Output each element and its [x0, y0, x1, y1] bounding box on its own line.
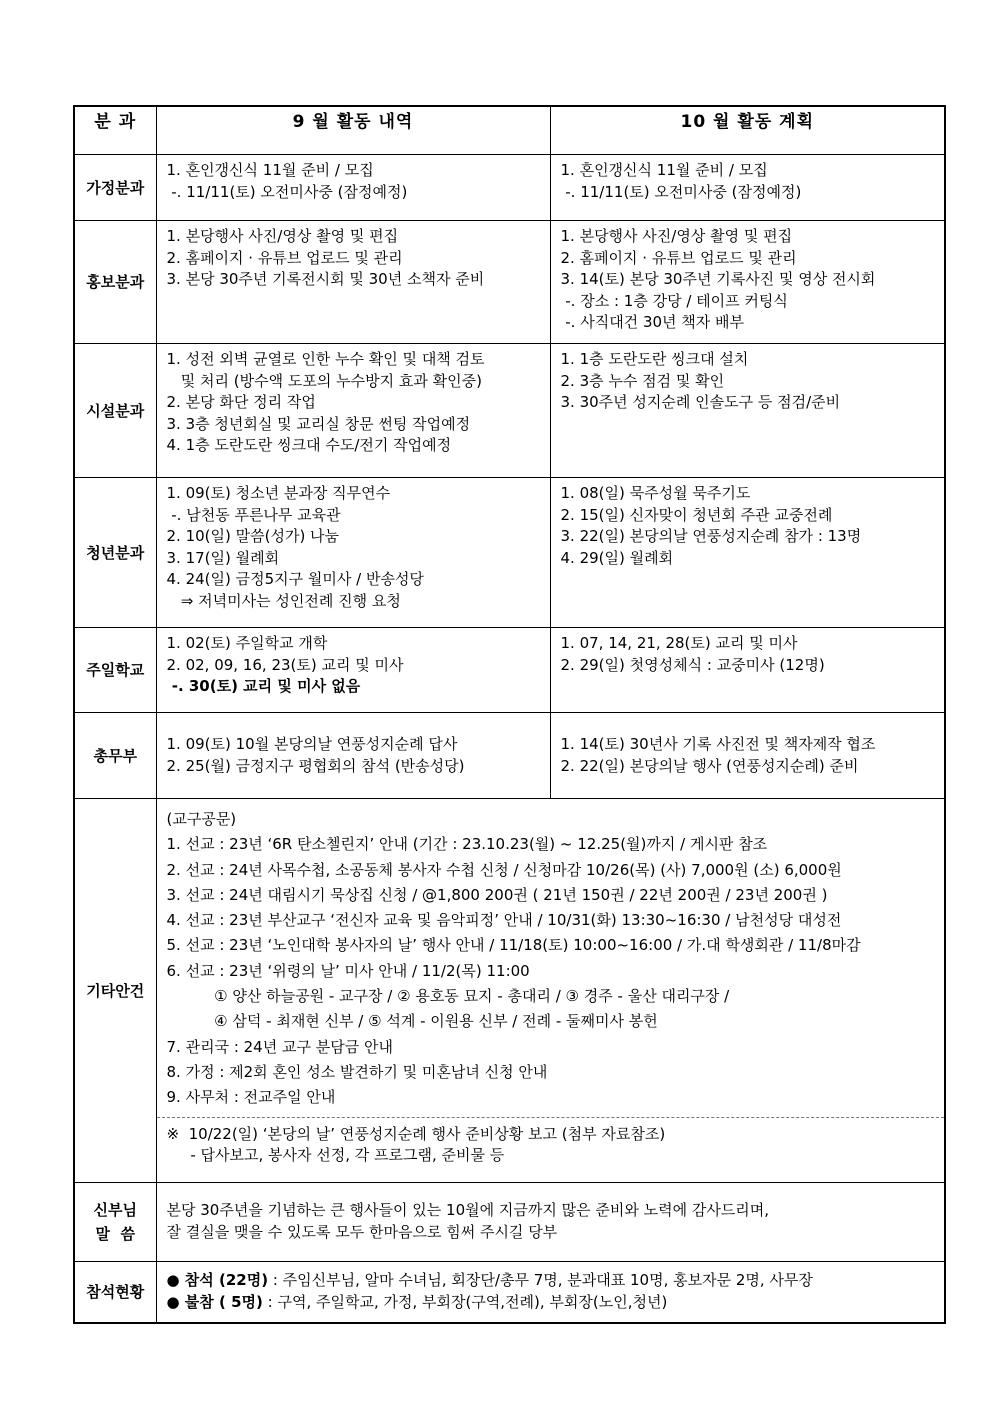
remark-line: 잘 결실을 맺을 수 있도록 모두 한마음으로 힘써 주시길 당부 — [166, 1223, 558, 1241]
table-row — [74, 344, 945, 478]
list-item: 5. 선교 : 23년 ‘노인대학 봉사자의 날’ 행사 안내 / 11/18(토) 10:00~16:00 / 가.대 학생회관 / 11/8마감 — [166, 936, 861, 955]
list-item: 2. 3층 누수 점검 및 확인 — [560, 371, 725, 390]
list-item: 2. 홈페이지 · 유튜브 업로드 및 관리 — [560, 248, 797, 267]
list-item: 1. 선교 : 23년 ‘6R 탄소첼린지’ 안내 (기간 : 23.10.23(월) ~ 12.25(월)까지 / 게시판 참조 — [166, 835, 768, 854]
present-count: ● 참석 (22명) — [166, 1271, 269, 1290]
list-item: 2. 10(일) 말씀(성가) 나눔 — [166, 527, 340, 546]
list-item: 1. 본당행사 사진/영상 촬영 및 편집 — [560, 227, 793, 245]
attendance-row — [74, 1262, 945, 1323]
row-label-line: 신부님 — [93, 1201, 137, 1219]
list-item: 2. 15(일) 신자맞이 청년회 주관 교중전례 — [560, 505, 833, 524]
row-label: 홍보분과 — [74, 221, 156, 344]
list-item: 3. 22(일) 본당의날 연풍성지순례 참가 : 13명 — [560, 527, 862, 546]
list-item: 2. 02, 09, 16, 23(토) 교리 및 미사 — [166, 655, 404, 674]
meeting-report-table — [73, 105, 946, 1324]
list-item: 4. 1층 도란도란 씽크대 수도/전기 작업예정 — [166, 436, 452, 455]
diocese-notices — [157, 799, 945, 1118]
attendance-content — [156, 1262, 945, 1323]
row-label: 참석현황 — [74, 1262, 156, 1323]
september-activities — [156, 713, 550, 799]
list-item: 1. 09(토) 청소년 분과장 직무연수 — [166, 484, 391, 502]
list-item: 1. 02(토) 주일학교 개학 — [166, 634, 328, 652]
list-item: 1. 혼인갱신식 11월 준비 / 모집 — [560, 161, 768, 179]
list-item: 1. 09(토) 10월 본당의날 연풍성지순례 답사 — [166, 734, 458, 753]
list-item: ⇒ 저녁미사는 성인전례 진행 요청 — [166, 591, 401, 610]
priest-remarks — [156, 1183, 945, 1262]
october-plans — [550, 344, 945, 478]
remark-line: 본당 30주년을 기념하는 큰 행사들이 있는 10월에 지금까지 많은 준비와 노력에 감사드리며, — [166, 1201, 770, 1220]
row-label-line: 말 씀 — [95, 1225, 135, 1243]
table-row — [74, 713, 945, 799]
list-item: 1. 14(토) 30년사 기록 사진전 및 책자제작 협조 — [560, 734, 876, 753]
header-october: 10 월 활동 계획 — [550, 106, 945, 155]
list-item: -. 11/11(토) 오전미사중 (잠정예정) — [166, 182, 408, 201]
list-item: 1. 1층 도란도란 씽크대 설치 — [560, 350, 749, 368]
row-label — [74, 1183, 156, 1262]
table-row — [74, 478, 945, 628]
attendance-absent — [167, 1292, 945, 1314]
list-item: -. 남천동 푸른나무 교육관 — [166, 505, 341, 524]
attendance-present — [167, 1270, 945, 1292]
note-line: - 답사보고, 봉사자 선정, 각 프로그램, 준비물 등 — [166, 1146, 505, 1165]
list-item: 1. 혼인갱신식 11월 준비 / 모집 — [166, 161, 374, 179]
list-item: -. 11/11(토) 오전미사중 (잠정예정) — [560, 182, 802, 201]
absent-list: : 구역, 주일학교, 가정, 부회장(구역,전례), 부회장(노인,청년) — [262, 1292, 668, 1311]
other-agenda-content — [156, 799, 945, 1183]
absent-count: ● 불참 ( 5명) — [166, 1292, 263, 1311]
september-activities — [156, 628, 550, 713]
header-september: 9 월 활동 내역 — [156, 106, 550, 155]
table-row — [74, 221, 945, 344]
row-label: 기타안건 — [74, 799, 156, 1183]
header-division: 분 과 — [74, 106, 156, 155]
october-plans — [550, 713, 945, 799]
list-item: -. 장소 : 1층 강당 / 테이프 커팅식 — [560, 291, 788, 310]
list-item: 2. 22(일) 본당의날 행사 (연풍성지순례) 준비 — [560, 756, 859, 775]
list-item: 4. 29(일) 월례회 — [560, 548, 674, 567]
list-item: 6. 선교 : 23년 ‘위령의 날’ 미사 안내 / 11/2(목) 11:00 — [166, 961, 530, 980]
list-item: 2. 29(일) 첫영성체식 : 교중미사 (12명) — [560, 655, 825, 674]
october-plans — [550, 478, 945, 628]
priest-remarks-row — [74, 1183, 945, 1262]
list-item: 3. 3층 청년회실 및 교리실 창문 썬팅 작업예정 — [166, 414, 471, 433]
october-plans — [550, 155, 945, 221]
list-item-bold: -. 30(토) 교리 및 미사 없음 — [166, 677, 361, 696]
october-plans — [550, 221, 945, 344]
list-item: 8. 가정 : 제2회 혼인 성소 발견하기 및 미혼남녀 신청 안내 — [166, 1062, 548, 1081]
list-item: 3. 선교 : 24년 대림시기 묵상집 신청 / @1,800 200권 ( 21년 150권 / 22년 200권 / 23년 200권 ) — [166, 885, 828, 904]
list-item: 4. 선교 : 23년 부산교구 ‘전신자 교육 및 음악피정’ 안내 / 10/31(화) 13:30~16:30 / 남천성당 대성전 — [166, 911, 842, 930]
list-item: 1. 본당행사 사진/영상 촬영 및 편집 — [166, 227, 399, 245]
header-row — [74, 106, 945, 155]
present-list: : 주임신부님, 알마 수녀님, 회장단/총무 7명, 분과대표 10명, 홍보자문 2명, 사무장 — [268, 1271, 813, 1290]
list-heading: (교구공문) — [166, 810, 237, 828]
september-activities — [156, 478, 550, 628]
list-item: 3. 본당 30주년 기록전시회 및 30년 소책자 준비 — [166, 270, 485, 289]
list-item: ④ 삼덕 - 최재현 신부 / ⑤ 석계 - 이원용 신부 / 전례 - 둘째미사 봉헌 — [166, 1012, 658, 1031]
row-label: 총무부 — [74, 713, 156, 799]
parish-day-note — [157, 1118, 945, 1173]
list-item: 3. 14(토) 본당 30주년 기록사진 및 영상 전시회 — [560, 270, 876, 289]
list-item: 3. 17(일) 월례회 — [166, 548, 280, 567]
row-label: 시설분과 — [74, 344, 156, 478]
list-item: 2. 25(월) 금정지구 평협회의 참석 (반송성당) — [166, 756, 465, 775]
list-item: 2. 선교 : 24년 사목수첩, 소공동체 봉사자 수첩 신청 / 신청마감 10/26(목) (사) 7,000원 (소) 6,000원 — [166, 860, 842, 879]
list-item: 2. 본당 화단 정리 작업 — [166, 393, 316, 412]
list-item: 9. 사무처 : 전교주일 안내 — [166, 1088, 336, 1107]
list-item: 2. 홈페이지 · 유튜브 업로드 및 관리 — [166, 248, 403, 267]
list-item: 7. 관리국 : 24년 교구 분담금 안내 — [166, 1037, 393, 1056]
list-item: 3. 30주년 성지순례 인솔도구 등 점검/준비 — [560, 393, 841, 412]
note-line: ※ 10/22(일) ‘본당의 날’ 연풍성지순례 행사 준비상황 보고 (첨부 자료참조) — [166, 1124, 666, 1143]
list-item: 1. 성전 외벽 균열로 인한 누수 확인 및 대책 검토 — [166, 350, 485, 368]
october-plans — [550, 628, 945, 713]
september-activities — [156, 155, 550, 221]
list-item: 1. 08(일) 묵주성월 묵주기도 — [560, 484, 751, 502]
list-item: ① 양산 하늘공원 - 교구장 / ② 용호동 묘지 - 총대리 / ③ 경주 - 울산 대리구장 / — [166, 987, 730, 1006]
table-row — [74, 628, 945, 713]
list-item: 및 처리 (방수액 도포의 누수방지 효과 확인중) — [166, 371, 482, 390]
table-row — [74, 155, 945, 221]
list-item: -. 사직대건 30년 책자 배부 — [560, 313, 745, 332]
row-label: 주일학교 — [74, 628, 156, 713]
row-label: 청년분과 — [74, 478, 156, 628]
other-agenda-row — [74, 799, 945, 1183]
september-activities — [156, 221, 550, 344]
row-label: 가정분과 — [74, 155, 156, 221]
list-item: 4. 24(일) 금정5지구 월미사 / 반송성당 — [166, 570, 424, 589]
september-activities — [156, 344, 550, 478]
list-item: 1. 07, 14, 21, 28(토) 교리 및 미사 — [560, 634, 798, 652]
